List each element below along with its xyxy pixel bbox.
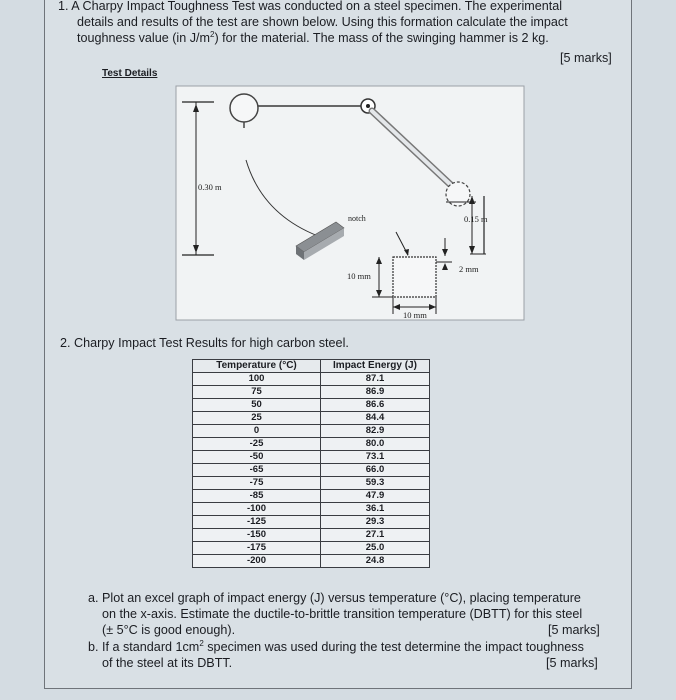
depth-label: 10 mm (347, 271, 371, 281)
table-row (193, 529, 430, 542)
question1-line3: toughness value (in $J/m^2$) for the material. The mass of the swinging hammer is 2 kg. (77, 29, 549, 45)
temperature-cell: -65 (193, 464, 321, 477)
table-row (193, 503, 430, 516)
table-row (193, 373, 430, 386)
table-row (193, 542, 430, 555)
table-row (193, 477, 430, 490)
part-a-marks: [5 marks] (548, 623, 600, 637)
temperature-cell: 25 (193, 412, 321, 425)
part-b-line2: of the steel at its DBTT. (102, 656, 233, 670)
energy-cell: 84.4 (321, 412, 430, 425)
energy-cell: 59.3 (321, 477, 430, 490)
energy-cell: 25.0 (321, 542, 430, 555)
part-a-line1: a. Plot an excel graph of impact energy (J) versus temperature (°C), placing temperature (88, 591, 581, 605)
table-row (193, 399, 430, 412)
question1-line1: 1. A Charpy Impact Toughness Test was conducted on a steel specimen. The experimental (58, 0, 563, 13)
energy-cell: 73.1 (321, 451, 430, 464)
table-header-row (193, 360, 430, 373)
temperature-cell: -150 (193, 529, 321, 542)
temperature-cell: 50 (193, 399, 321, 412)
energy-cell: 47.9 (321, 490, 430, 503)
part-b-line1: b. If a standard $1cm^2$ specimen was used during the test determine the impact toughness (88, 638, 584, 654)
energy-cell: 36.1 (321, 503, 430, 516)
temperature-cell: -125 (193, 516, 321, 529)
table-row (193, 555, 430, 568)
temperature-cell: -175 (193, 542, 321, 555)
part-a-line3: (± 5°C is good enough). (102, 623, 236, 637)
notch-depth-label: 2 mm (459, 264, 479, 274)
specimen-cross-section (393, 257, 436, 297)
temperature-cell: -100 (193, 503, 321, 516)
energy-header: Impact Energy (J) (321, 360, 430, 373)
table-row (193, 412, 430, 425)
temperature-cell: -50 (193, 451, 321, 464)
results-table (192, 359, 430, 568)
question1-marks: [5 marks] (560, 51, 612, 65)
temperature-cell: 0 (193, 425, 321, 438)
energy-cell: 86.6 (321, 399, 430, 412)
question2-title: 2. Charpy Impact Test Results for high carbon steel. (60, 336, 349, 350)
rise-label: 0.15 m (464, 214, 488, 224)
energy-cell: 66.0 (321, 464, 430, 477)
energy-cell: 24.8 (321, 555, 430, 568)
part-a-line2: on the x-axis. Estimate the ductile-to-brittle transition temperature (DBTT) for this steel (102, 607, 583, 621)
table-row (193, 386, 430, 399)
width-label: 10 mm (403, 310, 427, 320)
part-b-marks: [5 marks] (546, 656, 598, 670)
temperature-cell: 100 (193, 373, 321, 386)
test-details-heading: Test Details (102, 68, 158, 79)
energy-cell: 29.3 (321, 516, 430, 529)
hammer-raised (230, 94, 258, 122)
table-row (193, 451, 430, 464)
notch-label: notch (348, 214, 366, 223)
table-row (193, 438, 430, 451)
table-row (193, 464, 430, 477)
table-row (193, 516, 430, 529)
temperature-cell: -200 (193, 555, 321, 568)
table-row (193, 490, 430, 503)
energy-cell: 86.9 (321, 386, 430, 399)
temperature-cell: -25 (193, 438, 321, 451)
energy-cell: 80.0 (321, 438, 430, 451)
table-row (193, 425, 430, 438)
temperature-cell: -75 (193, 477, 321, 490)
question1-line2: details and results of the test are shown below. Using this formation calculate the impact (77, 15, 568, 29)
temperature-cell: -85 (193, 490, 321, 503)
energy-cell: 82.9 (321, 425, 430, 438)
energy-cell: 27.1 (321, 529, 430, 542)
energy-cell: 87.1 (321, 373, 430, 386)
height-label: 0.30 m (198, 182, 222, 192)
temperature-cell: 75 (193, 386, 321, 399)
temperature-header: Temperature (°C) (193, 360, 321, 373)
